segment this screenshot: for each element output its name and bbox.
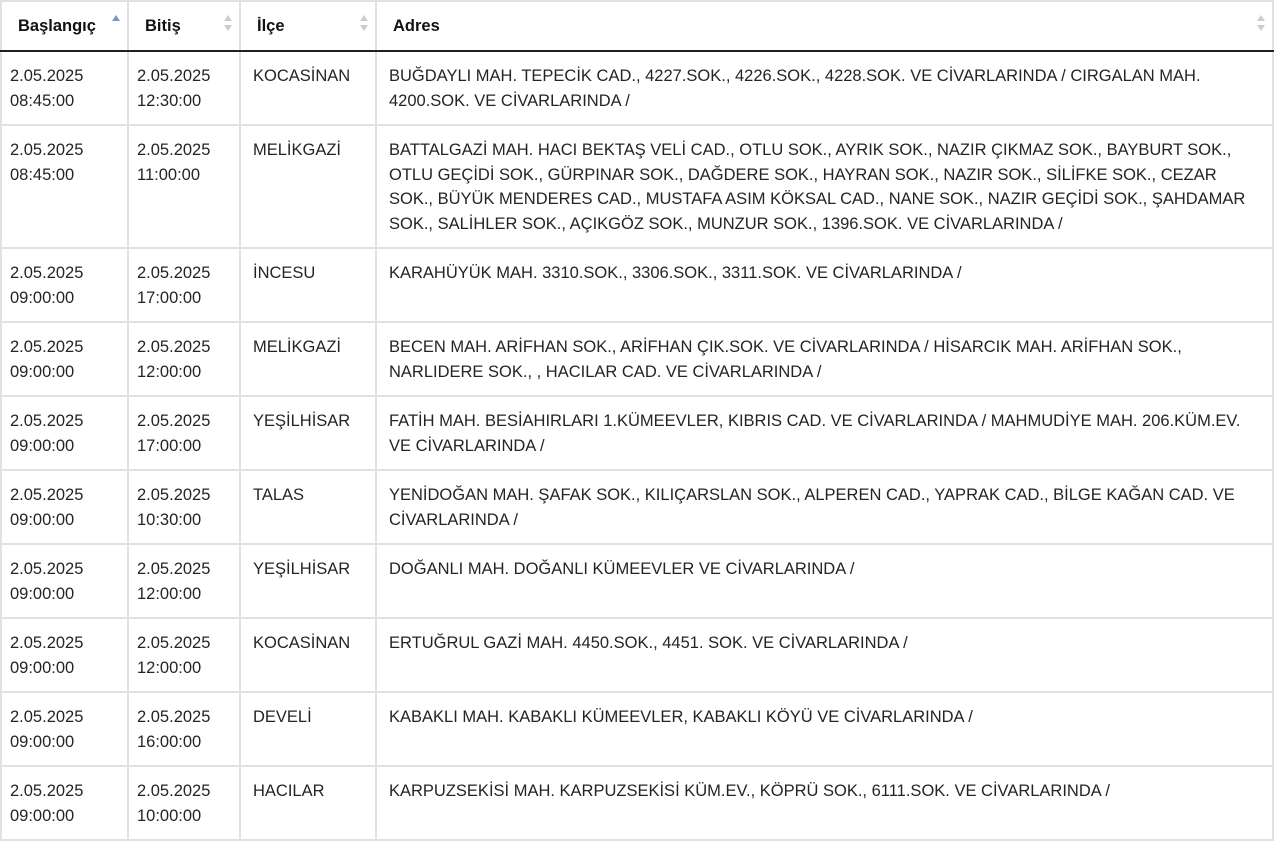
start-date: 2.05.2025: [10, 486, 84, 504]
end-date: 2.05.2025: [137, 67, 211, 85]
district-cell: KOCASİNAN: [240, 618, 376, 692]
column-header-district[interactable]: [240, 1, 376, 51]
district-cell: MELİKGAZİ: [240, 322, 376, 396]
column-header-end[interactable]: [128, 1, 240, 51]
end-cell: [128, 618, 240, 692]
table-row[interactable]: [1, 51, 1273, 125]
district-cell: İNCESU: [240, 248, 376, 322]
address-cell: ERTUĞRUL GAZİ MAH. 4450.SOK., 4451. SOK. VE CİVARLARINDA /: [376, 618, 1273, 692]
end-date: 2.05.2025: [137, 560, 211, 578]
start-time: 08:45:00: [10, 91, 75, 110]
table-row[interactable]: [1, 544, 1273, 618]
end-date: 2.05.2025: [137, 708, 211, 726]
end-cell: [128, 692, 240, 766]
end-time: 11:00:00: [137, 165, 201, 184]
end-cell: [128, 766, 240, 840]
end-cell: [128, 396, 240, 470]
start-cell: [1, 544, 128, 618]
column-header-label: Bitiş: [145, 16, 181, 35]
end-cell: [128, 248, 240, 322]
end-cell: [128, 51, 240, 125]
district-cell: TALAS: [240, 470, 376, 544]
start-time: 09:00:00: [10, 806, 75, 825]
end-date: 2.05.2025: [137, 264, 211, 282]
start-cell: [1, 766, 128, 840]
end-time: 12:00:00: [137, 658, 202, 677]
start-date: 2.05.2025: [10, 782, 84, 800]
table-row[interactable]: [1, 248, 1273, 322]
start-cell: [1, 125, 128, 248]
end-cell: [128, 470, 240, 544]
start-date: 2.05.2025: [10, 634, 84, 652]
address-cell: BUĞDAYLI MAH. TEPECİK CAD., 4227.SOK., 4226.SOK., 4228.SOK. VE CİVARLARINDA / CIRGALAN MAH. 4200.SOK. VE CİVARLARINDA /: [376, 51, 1273, 125]
start-date: 2.05.2025: [10, 141, 84, 159]
table-row[interactable]: [1, 692, 1273, 766]
table-row[interactable]: [1, 766, 1273, 840]
end-time: 10:00:00: [137, 806, 202, 825]
address-cell: YENİDOĞAN MAH. ŞAFAK SOK., KILIÇARSLAN SOK., ALPEREN CAD., YAPRAK CAD., BİLGE KAĞAN CAD. VE CİVARLARINDA /: [376, 470, 1273, 544]
start-date: 2.05.2025: [10, 560, 84, 578]
start-time: 09:00:00: [10, 288, 75, 307]
start-date: 2.05.2025: [10, 338, 84, 356]
end-cell: [128, 544, 240, 618]
address-cell: KABAKLI MAH. KABAKLI KÜMEEVLER, KABAKLI KÖYÜ VE CİVARLARINDA /: [376, 692, 1273, 766]
start-time: 09:00:00: [10, 732, 75, 751]
sort-icon: [360, 15, 368, 35]
end-cell: [128, 125, 240, 248]
end-time: 12:00:00: [137, 584, 202, 603]
end-time: 17:00:00: [137, 436, 202, 455]
start-time: 09:00:00: [10, 510, 75, 529]
end-date: 2.05.2025: [137, 338, 211, 356]
start-cell: [1, 692, 128, 766]
start-cell: [1, 396, 128, 470]
end-date: 2.05.2025: [137, 412, 211, 430]
header-row: [1, 1, 1273, 51]
address-cell: KARAHÜYÜK MAH. 3310.SOK., 3306.SOK., 3311.SOK. VE CİVARLARINDA /: [376, 248, 1273, 322]
end-date: 2.05.2025: [137, 141, 211, 159]
start-time: 09:00:00: [10, 436, 75, 455]
district-cell: YEŞİLHİSAR: [240, 544, 376, 618]
end-date: 2.05.2025: [137, 782, 211, 800]
end-date: 2.05.2025: [137, 486, 211, 504]
table-row[interactable]: [1, 618, 1273, 692]
end-date: 2.05.2025: [137, 634, 211, 652]
district-cell: MELİKGAZİ: [240, 125, 376, 248]
start-date: 2.05.2025: [10, 412, 84, 430]
start-date: 2.05.2025: [10, 264, 84, 282]
address-cell: BATTALGAZİ MAH. HACI BEKTAŞ VELİ CAD., OTLU SOK., AYRIK SOK., NAZIR ÇIKMAZ SOK., BAYBURT SOK., OTLU GEÇİDİ SOK., GÜRPINAR SOK., DAĞDERE SOK., HAYRAN SOK., NAZIR SOK., SİLİFKE SOK., CEZAR SOK., BÜYÜK MENDERES CAD., MUSTAFA ASIM KÖKSAL CAD., NANE SOK., NAZIR GEÇİDİ SOK., ŞAHDAMAR SOK., SALİHLER SOK., AÇIKGÖZ SOK., MUNZUR SOK., 1396.SOK. VE CİVARLARINDA /: [376, 125, 1273, 248]
district-cell: HACILAR: [240, 766, 376, 840]
sort-ascending-icon: [112, 15, 120, 35]
start-time: 09:00:00: [10, 584, 75, 603]
sort-icon: [1257, 15, 1265, 35]
district-cell: DEVELİ: [240, 692, 376, 766]
district-cell: YEŞİLHİSAR: [240, 396, 376, 470]
table-row[interactable]: [1, 470, 1273, 544]
start-cell: [1, 322, 128, 396]
end-time: 17:00:00: [137, 288, 202, 307]
column-header-start[interactable]: [1, 1, 128, 51]
district-cell: KOCASİNAN: [240, 51, 376, 125]
end-time: 10:30:00: [137, 510, 202, 529]
start-time: 08:45:00: [10, 165, 75, 184]
column-header-address[interactable]: [376, 1, 1273, 51]
table-header: [1, 1, 1273, 51]
address-cell: KARPUZSEKİSİ MAH. KARPUZSEKİSİ KÜM.EV., KÖPRÜ SOK., 6111.SOK. VE CİVARLARINDA /: [376, 766, 1273, 840]
start-time: 09:00:00: [10, 362, 75, 381]
address-cell: BECEN MAH. ARİFHAN SOK., ARİFHAN ÇIK.SOK. VE CİVARLARINDA / HİSARCIK MAH. ARİFHAN SOK., NARLIDERE SOK., , HACILAR CAD. VE CİVARLARINDA /: [376, 322, 1273, 396]
start-cell: [1, 248, 128, 322]
end-cell: [128, 322, 240, 396]
start-cell: [1, 470, 128, 544]
column-header-label: Adres: [393, 16, 440, 35]
end-time: 12:30:00: [137, 91, 202, 110]
start-cell: [1, 618, 128, 692]
column-header-label: Başlangıç: [18, 16, 96, 35]
address-cell: FATİH MAH. BESİAHIRLARI 1.KÜMEEVLER, KIBRIS CAD. VE CİVARLARINDA / MAHMUDİYE MAH. 206.KÜM.EV. VE CİVARLARINDA /: [376, 396, 1273, 470]
start-time: 09:00:00: [10, 658, 75, 677]
table-row[interactable]: [1, 322, 1273, 396]
start-cell: [1, 51, 128, 125]
address-cell: DOĞANLI MAH. DOĞANLI KÜMEEVLER VE CİVARLARINDA /: [376, 544, 1273, 618]
end-time: 12:00:00: [137, 362, 202, 381]
table-body: [1, 51, 1273, 840]
table-row[interactable]: [1, 125, 1273, 248]
start-date: 2.05.2025: [10, 708, 84, 726]
sort-icon: [224, 15, 232, 35]
start-date: 2.05.2025: [10, 67, 84, 85]
table-row[interactable]: [1, 396, 1273, 470]
end-time: 16:00:00: [137, 732, 202, 751]
column-header-label: İlçe: [257, 16, 285, 35]
